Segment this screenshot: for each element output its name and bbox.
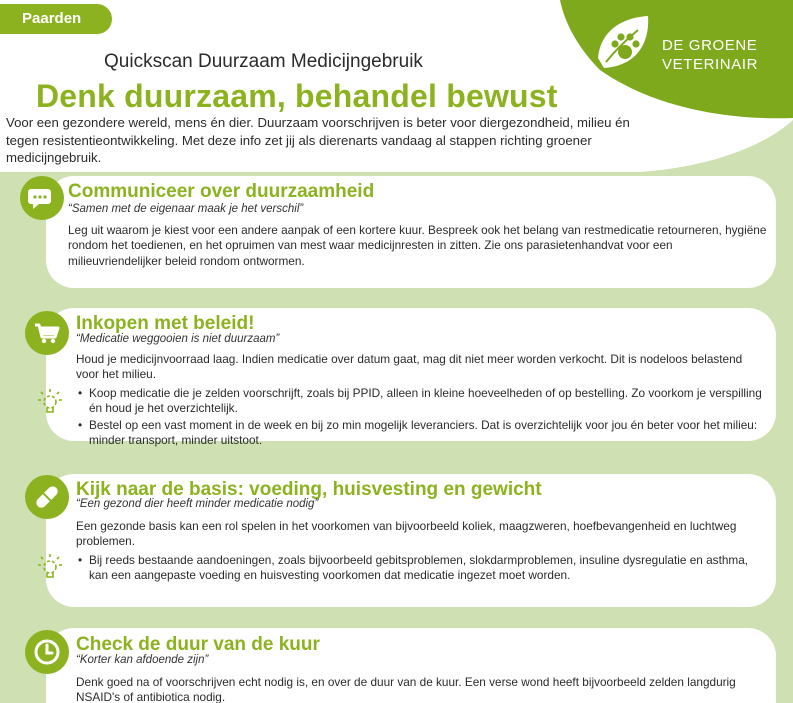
logo-line-1: DE GROENE xyxy=(662,37,758,54)
tip-item: • Koop medicatie die je zelden voorschrijft, zoals bij PPID, alleen in kleine hoeveelheden of op bestelling. Zo voorkom je verspilling én houd je het overzichtelijk. xyxy=(76,386,766,417)
tip-list xyxy=(76,386,766,449)
paw-leaf-icon xyxy=(592,12,658,76)
page-subtitle: Quickscan Duurzaam Medicijngebruik xyxy=(104,51,423,72)
section-body xyxy=(76,352,766,449)
section-quote: “Een gezond dier heeft minder medicatie nodig” xyxy=(76,498,319,510)
tip-list xyxy=(76,553,766,584)
section-quote: “Korter kan afdoende zijn” xyxy=(76,654,209,666)
section-quote: “Medicatie weggooien is niet duurzaam” xyxy=(76,333,280,345)
shopping-cart-icon xyxy=(25,311,69,355)
lightbulb-icon xyxy=(36,553,64,583)
tip-item: • Bij reeds bestaande aandoeningen, zoals bijvoorbeeld gebitsproblemen, slokdarmproblemen, insuline dysregulatie en asthma, kan een aangepaste voeding en huisvesting voorkomen dat medicatie ingezet moet worden. xyxy=(76,553,766,584)
section-title: Kijk naar de basis: voeding, huisvesting en gewicht xyxy=(76,479,542,500)
page-title: Denk duurzaam, behandel bewust xyxy=(36,78,558,114)
pill-icon xyxy=(25,475,69,519)
section-paragraph: Een gezonde basis kan een rol spelen in het voorkomen van bijvoorbeeld koliek, maagzweren, hoefbevangenheid en luchtweg problemen. xyxy=(76,519,737,549)
section-paragraph: Houd je medicijnvoorraad laag. Indien medicatie over datum gaat, mag dit niet meer worden verkocht. Dit is nodeloos belastend voor het milieu. xyxy=(76,352,743,382)
tip-item: • Bestel op een vast moment in de week en bij zo min mogelijk leveranciers. Dat is overzichtelijk voor jou én beter voor het milieu: minder transport, minder uitstoot. xyxy=(76,418,766,449)
section-title: Inkopen met beleid! xyxy=(76,313,255,334)
lightbulb-icon xyxy=(36,388,64,418)
logo-line-2: VETERINAIR xyxy=(662,56,759,73)
section-title: Check de duur van de kuur xyxy=(76,634,320,655)
category-tag: Paarden xyxy=(0,4,112,34)
clock-icon xyxy=(25,630,69,674)
intro-paragraph: Voor een gezondere wereld, mens én dier. Duurzaam voorschrijven is beter voor diergezondheid, milieu én tegen resistentieontwikkeling. Met deze info zet jij als dierenarts vandaag al stappen richting groener medicijngebruik. xyxy=(6,115,630,165)
section-title: Communiceer over duurzaamheid xyxy=(68,181,375,202)
section-paragraph: Leg uit waarom je kiest voor een andere aanpak of een kortere kuur. Bespreek ook het belang van restmedicatie retourneren, hygiëne rondom het toedienen, en het opruimen van mest waar medicijnresten in zitten. Zie ons parasietenhandvat voor een milieuvriendelijker beleid rondom ontwormen. xyxy=(68,223,767,268)
section-body xyxy=(76,675,776,703)
section-body xyxy=(68,223,768,272)
section-body xyxy=(76,519,766,585)
section-quote: “Samen met de eigenaar maak je het verschil” xyxy=(68,203,304,215)
chat-bubble-icon xyxy=(20,176,64,220)
section-paragraph: Denk goed na of voorschrijven echt nodig is, en over de duur van de kuur. Een verse wond heeft bijvoorbeeld zelden langdurig NSAID's of antibiotica nodig. xyxy=(76,675,736,703)
